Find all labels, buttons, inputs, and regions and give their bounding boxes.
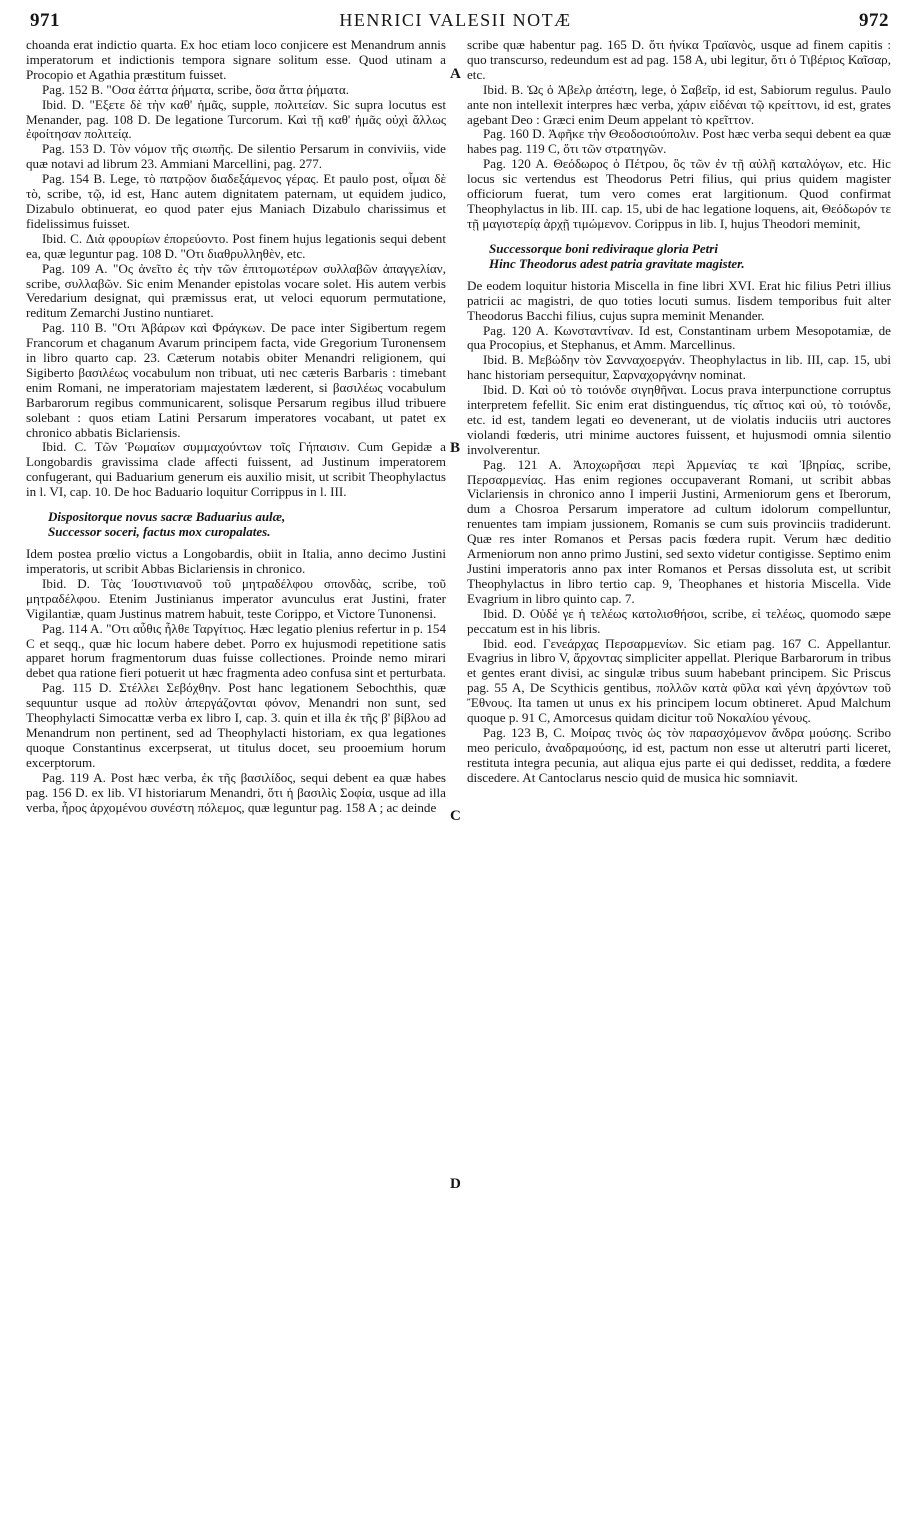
note-paragraph: Ibid. D. Οὐδέ γε ἡ τελέως κατολισθήσοι, scribe, εἰ τελέως, quomodo sæpe peccatum est in his libris. bbox=[467, 605, 891, 636]
note-paragraph: Pag. 153 D. Τὸν νόμον τῆς σιωπῆς. De silentio Persarum in conviviis, vide quæ notavi ad librum 23. Ammiani Marcellini, pag. 277. bbox=[26, 141, 446, 172]
note-paragraph: De eodem loquitur historia Miscella in fine libri XVI. Erat hic filius Petri illius patricii ac magistri, de quo toties locuti sumus. Iisdem temporibus fuit alter Theodorus Bacchi filius, cujus supra meminit Menander. bbox=[467, 277, 891, 323]
note-paragraph: Pag. 154 B. Lege, τὸ πατρῷον διαδεξάμενος γέρας. Et paulo post, οἶμαι δὲ τὸ, scribe, τῷ, id est, Hanc autem dignitatem paternam, ut equidem judico, Dizabulo obtinuerat, eo quod pater ejus Maniach Dizabulo charissimus et fidelissimus fuisset. bbox=[26, 171, 446, 231]
note-paragraph: Pag. 110 B. "Οτι Ἀβάρων καὶ Φράγκων. De pace inter Sigibertum regem Francorum et chaganum Avarum principem facta, vide Gregorium Turonensem in libro quarto cap. 23. Cæterum notabis obiter Menandri religionem, qui Sigiberto βασιλέως vocabulum non tribuat, uti nec cæteris Barbaris : timebant enim Romani, ne imperatoriam majestatem læderent, si βασιλέως vocabulum Barbarorum regibus communicarent, solisque Persarum regibus illud tribuere solebant : quos etiam Latini Persarum imperatores vocabant, ut patet ex chronico abbatis Biclariensis. bbox=[26, 320, 446, 440]
note-paragraph: Idem postea prœlio victus a Longobardis, obiit in Italia, anno decimo Justini imperatoris, ut scribit Abbas Biclariensis in chronico. bbox=[26, 546, 446, 576]
note-paragraph: Ibid. D. "Εξετε δὲ τὴν καθ' ἡμᾶς, supple, πολιτείαν. Sic supra locutus est Menander, pag. 108 D. De legatione Turcorum. Καὶ τῇ καθ' ἡμᾶς οὐχὶ ἄλλως ἐφοίτησαν πολιτείᾳ. bbox=[26, 96, 446, 142]
note-paragraph: scribe quæ habentur pag. 165 D. ὅτι ἡνίκα Τραϊανὸς, usque ad finem capitis : quo transcurso, redeundum est ad pag. 158 A, ubi legitur, ὅτι ὁ Τιβέριος Καῖσαρ, etc. bbox=[467, 38, 891, 82]
verse-line: Successorque boni rediviraque gloria Petri bbox=[489, 240, 718, 256]
margin-letter-b: B bbox=[450, 440, 461, 456]
margin-letter-c: C bbox=[450, 808, 461, 824]
verse-quote bbox=[489, 241, 891, 271]
verse-line: Successor soceri, factus mox curopalates. bbox=[48, 524, 271, 540]
note-paragraph: Pag. 114 A. "Οτι αὖθις ἦλθε Ταργίτιος. Hæc legatio plenius refertur in p. 154 C et seqq., quæ hic locum habere debet. Porro ex hujusmodi repetitione satis apparet horum fragmentorum duas fuisse collectiones. Proinde nemo mirari debet qua ratione fieri potuerit ut hæc fragmenta adeo confusa sint et perturbata. bbox=[26, 620, 446, 681]
note-paragraph: choanda erat indictio quarta. Ex hoc etiam loco conjicere est Menandrum annis imperatorum et indictionis tempora signare solitum esse. Quod utinam a Procopio et Agathia præstitum fuisset. bbox=[26, 38, 446, 82]
verse-quote bbox=[48, 509, 446, 539]
note-paragraph: Pag. 120 A. Κωνσταντίναν. Id est, Constantinam urbem Mesopotamiæ, de qua Procopius, et Stephanus, et Amm. Marcellinus. bbox=[467, 322, 891, 353]
page-number-right: 972 bbox=[859, 10, 889, 31]
note-paragraph: Pag. 160 D. Ἀφῆκε τὴν Θεοδοσιούπολιν. Post hæc verba sequi debent ea quæ habes pag. 119 C, ὅτι τῶν στρατηγῶν. bbox=[467, 126, 891, 157]
note-paragraph: Pag. 123 B, C. Μοίρας τινὸς ὡς τὸν παρασχόμενον ἄνδρα μούσης. Scribo meo periculo, ἀναδραμούσης, id est, pactum non esse ut alterutri parti liceret, restituta integra pecunia, aut aliqua ejus parte ei qui dedisset, reddita, a fœdere discedere. At Cantoclarus nescio quid de musica hic somniavit. bbox=[467, 724, 891, 785]
verse-line: Dispositorque novus sacræ Baduarius aulæ, bbox=[48, 509, 286, 525]
left-column bbox=[26, 38, 446, 1536]
note-paragraph: Pag. 152 B. "Οσα ἐάττα ῥήματα, scribe, ὅσα ἄττα ῥήματα. bbox=[42, 81, 350, 97]
note-paragraph: Ibid. C. Διὰ φρουρίων ἐπορεύοντο. Post finem hujus legationis sequi debent ea, quæ leguntur pag. 108 D. "Οτι διαθρυλληθὲν, etc. bbox=[26, 230, 446, 261]
note-paragraph: Ibid. B. Μεβώδην τὸν Σανναχοεργάν. Theophylactus in lib. III, cap. 15, ubi hanc historiam persequitur, Σαρναχοργάνην nominat. bbox=[467, 352, 891, 383]
note-paragraph: Ibid. D. Καὶ οὐ τὸ τοιόνδε σιγηθῆναι. Locus prava interpunctione corruptus interpretem fefellit. Sic enim erat distinguendus, τίς αἴτιος καὶ οὐ, τὸ τοιόνδε, etc. id est, tandem legati eo devenerant, ut de violatis induciis utri auctores violandi fœderis, utri minime auctores fuissent, et hujusmodi omnia silentio involverentur. bbox=[467, 382, 891, 457]
note-paragraph: Pag. 121 A. Ἀποχωρῆσαι περὶ Ἀρμενίας τε καὶ Ἰβηρίας, scribe, Περσαρμενίας. Has enim regiones occupaverant Romani, ut scribit abbas Viclariensis in chronico anno I imperii Justini, Armeniorum gens et Iberorum, dum a Chosroa Persarum imperatore ad cultum idolorum compelluntur, renuentes tam impiam jussionem, Romanis se cum suis provinciis tradiderunt. Quæ res inter Romanos et Persas pacis fœdera rupit. Verum hæc deditio Armeniorum non anno primo Justini, sed sexto videtur contigisse. Septimo enim Justini imperatoris anno pax inter Romanos et Persas dissoluta est, ut scribit Theophylactus in libro tertio cap. 9, Theophanes et historia Miscella. Vide Evagrium in libro quinto cap. 7. bbox=[467, 456, 891, 606]
margin-letter-a: A bbox=[450, 66, 461, 82]
page-number-left: 971 bbox=[30, 10, 60, 31]
verse-line: Hinc Theodorus adest patria gravitate magister. bbox=[489, 255, 745, 271]
note-paragraph: Ibid. D. Τὰς Ἰουστινιανοῦ τοῦ μητραδέλφου σπονδὰς, scribe, τοῦ μητραδέλφου. Etenim Justinianus imperator avunculus erat Justini, frater Vigilantiæ, quam Justinus matrem habuit, teste Corippo, et Victore Tunonensi. bbox=[26, 575, 446, 621]
note-paragraph: Pag. 109 A. "Ος ἀνεῖτο ἐς τὴν τῶν ἐπιτομωτέρων συλλαβῶν ἀπαγγελίαν, scribe, συλλαβῶν. Sic enim Menander epistolas vocare solet. His autem verbis Veredarium designat, qui præmissus erat, ut veloci equorum permutatione, reditum Zemarchi Justino nuntiaret. bbox=[26, 260, 446, 321]
note-paragraph: Ibid. eod. Γενεάρχας Περσαρμενίων. Sic etiam pag. 167 C. Appellantur. Evagrius in libro V, ἄρχοντας simpliciter appellat. Plerique Barbarorum in tribus et gentes erant divisi, ac singulæ tribus suum habebant principem. Sic Priscus pag. 55 A, De Scythicis gentibus, πολλῶν κατὰ φῦλα καὶ γένη ἀρχόντων τοῦ Ἔθνους. Ita tamen ut unus ex his principem locum obtineret. Apud Malchum quoque p. 91 C, Amorcesus quidam dicitur τοῦ Νοκαλίου γένους. bbox=[467, 635, 891, 726]
note-paragraph: Ibid. C. Τῶν Ῥωμαίων συμμαχούντων τοῖς Γήπαισιν. Cum Gepidæ a Longobardis gravissima clade affecti fuissent, ad Justinum imperatorem confugerant, qui Baduarium generum eis auxilio misit, ut scribit Theophylactus in l. VI, cap. 10. De hoc Baduario loquitur Corrippus in l. III. bbox=[26, 439, 446, 500]
note-paragraph: Pag. 120 A. Θεόδωρος ὁ Πέτρου, ὃς τῶν ἐν τῇ αὐλῇ καταλόγων, etc. Hic locus sic vertendus est Theodorus Petri filius, qui prius quidem magister officiorum fuerat, tum vero comes erat largitionum. Quod confirmat Theophylactus in lib. III. cap. 15, ubi de hac legatione loquens, ait, Θεόδωρόν τε τῇ μαγιστερίᾳ ἀρχῇ τιμώμενον. Corippus in lib. I, hujus Theodori meminit, bbox=[467, 156, 891, 231]
note-paragraph: Pag. 119 A. Post hæc verba, ἐκ τῆς βασιλίδος, sequi debent ea quæ habes pag. 156 D. ex lib. VI historiarum Menandri, ὅτι ἡ βασιλὶς Σοφία, usque ad illa verba, ἦρος ἀρχομένου συνέστη πόλεμος, quæ leguntur pag. 158 A ; ac deinde bbox=[26, 769, 446, 815]
right-column bbox=[467, 38, 891, 1536]
running-title: HENRICI VALESII NOTÆ bbox=[339, 10, 572, 30]
margin-letter-d: D bbox=[450, 1176, 461, 1192]
note-paragraph: Pag. 115 D. Στέλλει Σεβόχθην. Post hanc legationem Sebochthis, quæ sequuntur usque ad πολὺν ἀπεργάζονται φόνον, Menandri non sunt, sed Theophylacti Simocattæ verba ex libro I, cap. 3. quin et illa ἐκ τῆς β' βίβλου ad Menandrum non pertinent, sed ad Theophylacti historiam, ex qua legationes quoque Constantinus excerpserat, ut titulus docet, seu prooemium horum excerptorum. bbox=[26, 680, 446, 770]
note-paragraph: Ibid. B. Ὡς ὁ Ἀβελρ ἀπέστη, lege, ὁ Σαβεῖρ, id est, Sabiorum regulus. Paulo ante non intellexit interpres hæc verba, χάριν εἰδέναι τῷ κρείττονι, id est, grates agebant Deo : Græci enim Deum appelant τὸ κρεῖττον. bbox=[467, 81, 891, 127]
